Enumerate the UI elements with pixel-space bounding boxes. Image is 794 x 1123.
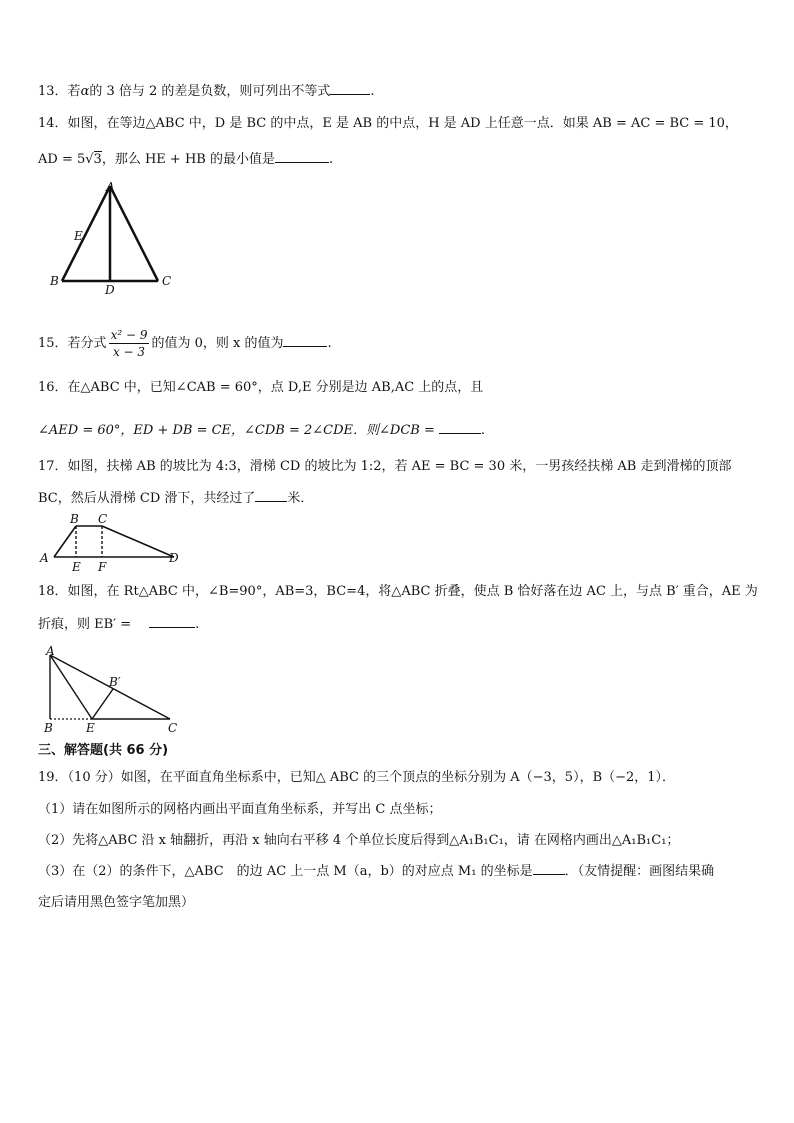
question-18-line-2 [38,615,199,635]
label-e: E [86,721,95,735]
q18-fold-figure [40,645,190,737]
answer-blank[interactable] [330,82,370,95]
sqrt-symbol: √ [85,152,94,167]
q19-text-post: ．（友情提醒：画图结果确 [564,864,715,879]
answer-blank[interactable] [275,150,329,163]
label-a: A [106,180,115,194]
question-number: 16． [38,380,68,395]
q15-text-post: 的值为 0，则 x 的值为 [151,336,284,351]
q14-text-rest: ，那么 HE + HB 的最小值是 [101,152,275,167]
question-16-line-1 [38,378,483,398]
q17-text-pre: BC，然后从滑梯 CD 滑下，共经过了 [38,491,256,506]
section-heading: 三、解答题(共 66 分) [38,743,169,758]
q18-text: 如图，在 Rt△ABC 中，∠B=90°，AB=3，BC=4，将△ABC 折叠，使点 B 恰好落在边 AC 上，与点 B′ 重合，AE 为 [67,584,758,599]
q16-text: 在△ABC 中，已知∠CAB = 60°，点 D,E 分别是边 AB,AC 上的点，且 [67,380,484,395]
side-ab [62,186,110,281]
q13-end: . [370,84,375,99]
question-16-line-2 [38,421,485,441]
label-b: B [44,721,53,735]
fraction-numerator: x² − 9 [110,328,148,342]
answer-blank[interactable] [255,489,287,502]
q15-text-pre: 若分式 [67,336,107,351]
question-14-line-1 [38,114,738,134]
q14-text: 如图，在等边△ABC 中，D 是 BC 的中点，E 是 AB 的中点，H 是 AD 上任意一点．如果 AB = AC = BC = 10， [67,116,738,131]
q16-end: . [480,423,486,438]
question-number: 18． [38,584,68,599]
question-19-line-3: （2）先将△ABC 沿 x 轴翻折，再沿 x 轴向右平移 4 个单位长度后得到△A₁B₁C₁，请 在网格内画出△A₁B₁C₁； [38,833,680,848]
q13-variable: α [80,84,90,99]
label-b-prime: B′ [109,675,121,689]
answer-blank[interactable] [533,862,565,875]
question-15 [38,327,332,360]
question-number: 13． [38,84,68,99]
question-17-line-1 [38,457,731,477]
label-c: C [168,721,178,735]
question-18-line-1 [38,582,758,602]
q19-text-pre: （3）在（2）的条件下，△ABC 的边 AC 上一点 M（a，b）的对应点 M₁ 的坐标是 [38,864,533,879]
q13-text-pre: 若 [67,84,81,99]
question-14-line-2 [38,150,333,170]
label-d: D [169,551,179,565]
label-a: A [46,645,55,658]
question-number: 14． [38,116,68,131]
q13-text-post: 的 3 倍与 2 的差是负数，则可列出不等式 [89,84,331,99]
q15-end: . [327,336,332,351]
question-number: 15． [38,336,68,351]
question-19-line-2: （1）请在如图所示的网格内画出平面直角坐标系，并写出 C 点坐标； [38,802,442,817]
q17-text: 如图，扶梯 AB 的坡比为 4:3，滑梯 CD 的坡比为 1:2，若 AE = BC = 30 米，一男孩经扶梯 AB 走到滑梯的顶部 [67,459,732,474]
q14-triangle-figure [44,178,194,296]
question-19-line-4 [38,862,714,882]
label-b: B [50,274,59,288]
label-b: B [70,512,79,526]
fraction-denominator: x − 3 [112,345,146,359]
label-a: A [40,551,49,565]
question-19-line-5: 定后请用黑色签字笔加黑） [38,895,195,910]
label-c: C [162,274,172,288]
q18-text-pre: 折痕，则 EB′ = [38,617,132,632]
label-c: C [98,512,108,526]
slide-cd [102,526,174,557]
answer-blank[interactable] [439,421,481,434]
label-d: D [105,283,115,296]
label-e: E [72,560,81,574]
escalator-ab [54,526,76,557]
question-19-line-1: 19．（10 分）如图，在平面直角坐标系中，已知△ ABC 的三个顶点的坐标分别为 A（−3，5），B（−2，1）． [38,770,676,785]
q17-text-post: 米． [287,491,314,506]
fraction [109,327,150,360]
question-13 [38,82,375,102]
sqrt-radicand: 3 [93,152,102,167]
segment-eb-prime [92,689,113,719]
q18-end: . [195,617,200,632]
answer-blank[interactable] [283,334,327,347]
q14-ad-expression: AD = 5 [38,152,86,167]
answer-blank[interactable] [149,615,195,628]
q14-end: . [328,152,334,167]
question-17-line-2 [38,489,313,509]
q16-condition: ∠AED = 60°，ED + DB = CE，∠CDB = 2∠CDE．则∠DCB = [38,423,435,438]
label-e: E [74,229,83,243]
fold-ae [50,655,92,719]
label-f: F [98,560,107,574]
question-number: 17． [38,459,68,474]
q17-slide-figure [34,512,194,574]
side-ac [110,186,158,281]
